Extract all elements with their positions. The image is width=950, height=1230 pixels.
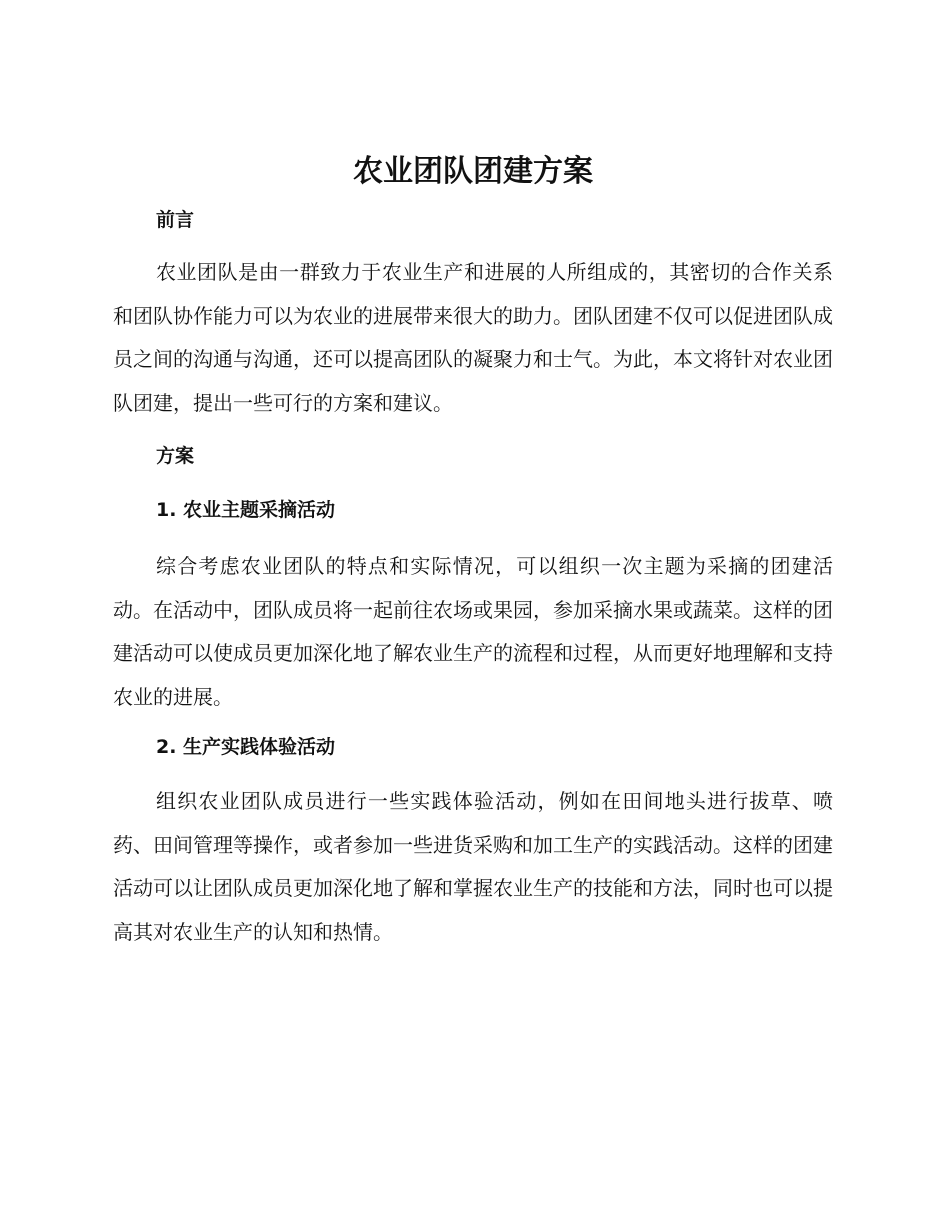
paragraph-preface: 农业团队是由一群致力于农业生产和进展的人所组成的，其密切的合作关系和团队协作能力可以为农业的进展带来很大的助力。团队团建不仅可以促进团队成员之间的沟通与沟通，还可以提高团队的凝聚力和士气。为此，本文将针对农业团队团建，提出一些可行的方案和建议。 [113, 260, 833, 415]
section-heading-preface: 前言 [156, 209, 195, 231]
paragraph-practice-activity: 组织农业团队成员进行一些实践体验活动，例如在田间地头进行拔草、喷药、田间管理等操作，或者参加一些进货采购和加工生产的实践活动。这样的团建活动可以让团队成员更加深化地了解和掌握农业生产的技能和方法，同时也可以提高其对农业生产的认知和热情。 [113, 789, 833, 944]
document-title: 农业团队团建方案 [353, 154, 593, 189]
subheading-picking-activity: 1. 农业主题采摘活动 [156, 499, 336, 521]
section-heading-plan: 方案 [156, 445, 195, 467]
subheading-practice-activity: 2. 生产实践体验活动 [156, 736, 336, 758]
paragraph-picking-activity: 综合考虑农业团队的特点和实际情况，可以组织一次主题为采摘的团建活动。在活动中，团队成员将一起前往农场或果园，参加采摘水果或蔬菜。这样的团建活动可以使成员更加深化地了解农业生产的流程和过程，从而更好地理解和支持农业的进展。 [113, 554, 833, 709]
